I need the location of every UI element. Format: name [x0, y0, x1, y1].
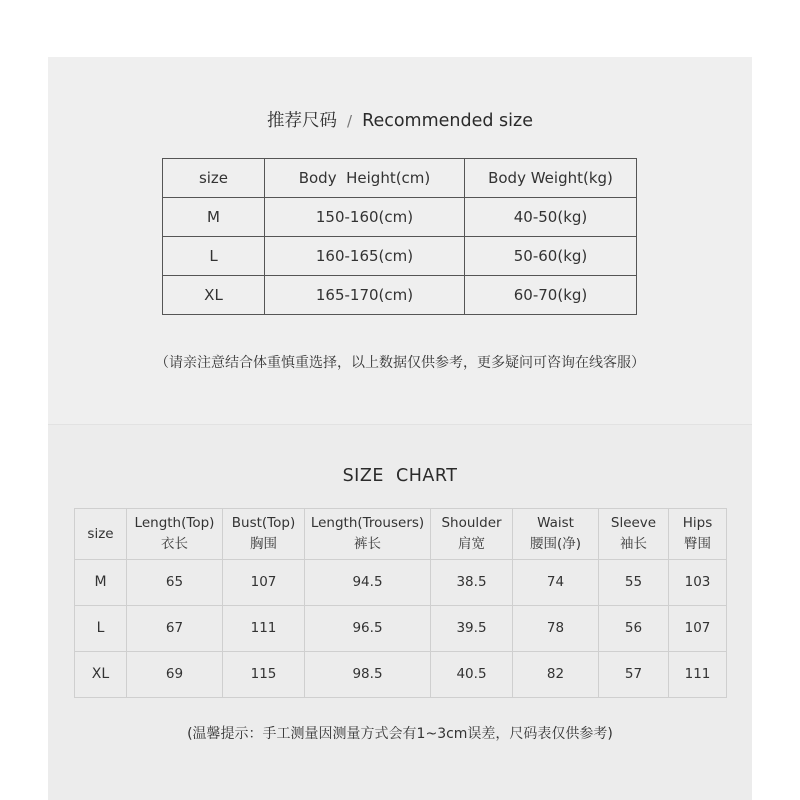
- table-cell: 115: [223, 652, 305, 698]
- table-cell: M: [75, 560, 127, 606]
- header-en: Sleeve: [610, 515, 657, 531]
- header-en: Shoulder: [441, 515, 502, 531]
- table-row: [163, 276, 637, 315]
- table-cell: 55: [599, 560, 669, 606]
- table-cell: 38.5: [431, 560, 513, 606]
- table-cell: M: [163, 198, 265, 237]
- table-row: [163, 237, 637, 276]
- header-cn: 胸围: [250, 536, 277, 552]
- title-en: Recommended size: [362, 111, 533, 131]
- table-cell: 111: [223, 606, 305, 652]
- table-cell: 40-50(kg): [465, 198, 637, 237]
- table-cell: 98.5: [305, 652, 431, 698]
- header-cell: Body Weight(kg): [465, 159, 637, 198]
- table-cell: 96.5: [305, 606, 431, 652]
- table-cell: XL: [75, 652, 127, 698]
- header-cn: 裤长: [354, 536, 381, 552]
- header-en: size: [87, 525, 114, 542]
- header-cell-bust: [223, 509, 305, 560]
- header-cell-waist: [513, 509, 599, 560]
- size-chart-table: [74, 508, 727, 698]
- table-cell: 94.5: [305, 560, 431, 606]
- title-separator: /: [347, 112, 353, 130]
- table-cell: 39.5: [431, 606, 513, 652]
- header-en: Bust(Top): [231, 515, 296, 531]
- header-en: Waist: [537, 515, 574, 531]
- header-cn: 衣长: [161, 536, 188, 552]
- table-cell: 111: [669, 652, 727, 698]
- table-cell: 103: [669, 560, 727, 606]
- header-cell: size: [163, 159, 265, 198]
- header-cell: Body Height(cm): [265, 159, 465, 198]
- header-en: Length(Top): [134, 515, 215, 531]
- header-cn: 臀围: [684, 536, 711, 552]
- header-cell-shoulder: [431, 509, 513, 560]
- table-row: [75, 560, 727, 606]
- table-cell: L: [163, 237, 265, 276]
- table-cell: 69: [127, 652, 223, 698]
- header-en: Hips: [682, 515, 713, 531]
- recommended-size-table: [162, 158, 637, 315]
- table-cell: 165-170(cm): [265, 276, 465, 315]
- table-cell: 56: [599, 606, 669, 652]
- header-cell-length-trousers: [305, 509, 431, 560]
- table-cell: 57: [599, 652, 669, 698]
- header-cn: 肩宽: [458, 536, 485, 552]
- recommended-size-note: （请亲注意结合体重慎重选择，以上数据仅供参考，更多疑问可咨询在线客服）: [155, 355, 645, 371]
- header-cell-hips: [669, 509, 727, 560]
- header-en: Length(Trousers): [310, 515, 425, 531]
- recommended-size-title: [0, 109, 800, 133]
- size-chart-title: SIZE CHART: [342, 466, 458, 486]
- header-cell-size: [75, 509, 127, 560]
- table-row: [75, 652, 727, 698]
- table-cell: 50-60(kg): [465, 237, 637, 276]
- header-cn: 袖长: [620, 536, 647, 552]
- table-cell: 150-160(cm): [265, 198, 465, 237]
- table-cell: 60-70(kg): [465, 276, 637, 315]
- table-header-row: [75, 509, 727, 560]
- table-cell: 74: [513, 560, 599, 606]
- header-cn: 腰围(净): [529, 536, 582, 552]
- table-cell: 40.5: [431, 652, 513, 698]
- table-cell: 82: [513, 652, 599, 698]
- header-cell-sleeve: [599, 509, 669, 560]
- table-header-row: [163, 159, 637, 198]
- title-cn: 推荐尺码: [267, 111, 338, 131]
- table-row: [75, 606, 727, 652]
- size-chart-note: (温馨提示：手工测量因测量方式会有1~3cm误差，尺码表仅供参考): [187, 726, 613, 742]
- table-cell: 107: [669, 606, 727, 652]
- table-cell: 78: [513, 606, 599, 652]
- table-cell: XL: [163, 276, 265, 315]
- table-cell: 160-165(cm): [265, 237, 465, 276]
- table-cell: 67: [127, 606, 223, 652]
- table-cell: 65: [127, 560, 223, 606]
- table-cell: L: [75, 606, 127, 652]
- header-cell-length-top: [127, 509, 223, 560]
- table-row: [163, 198, 637, 237]
- table-cell: 107: [223, 560, 305, 606]
